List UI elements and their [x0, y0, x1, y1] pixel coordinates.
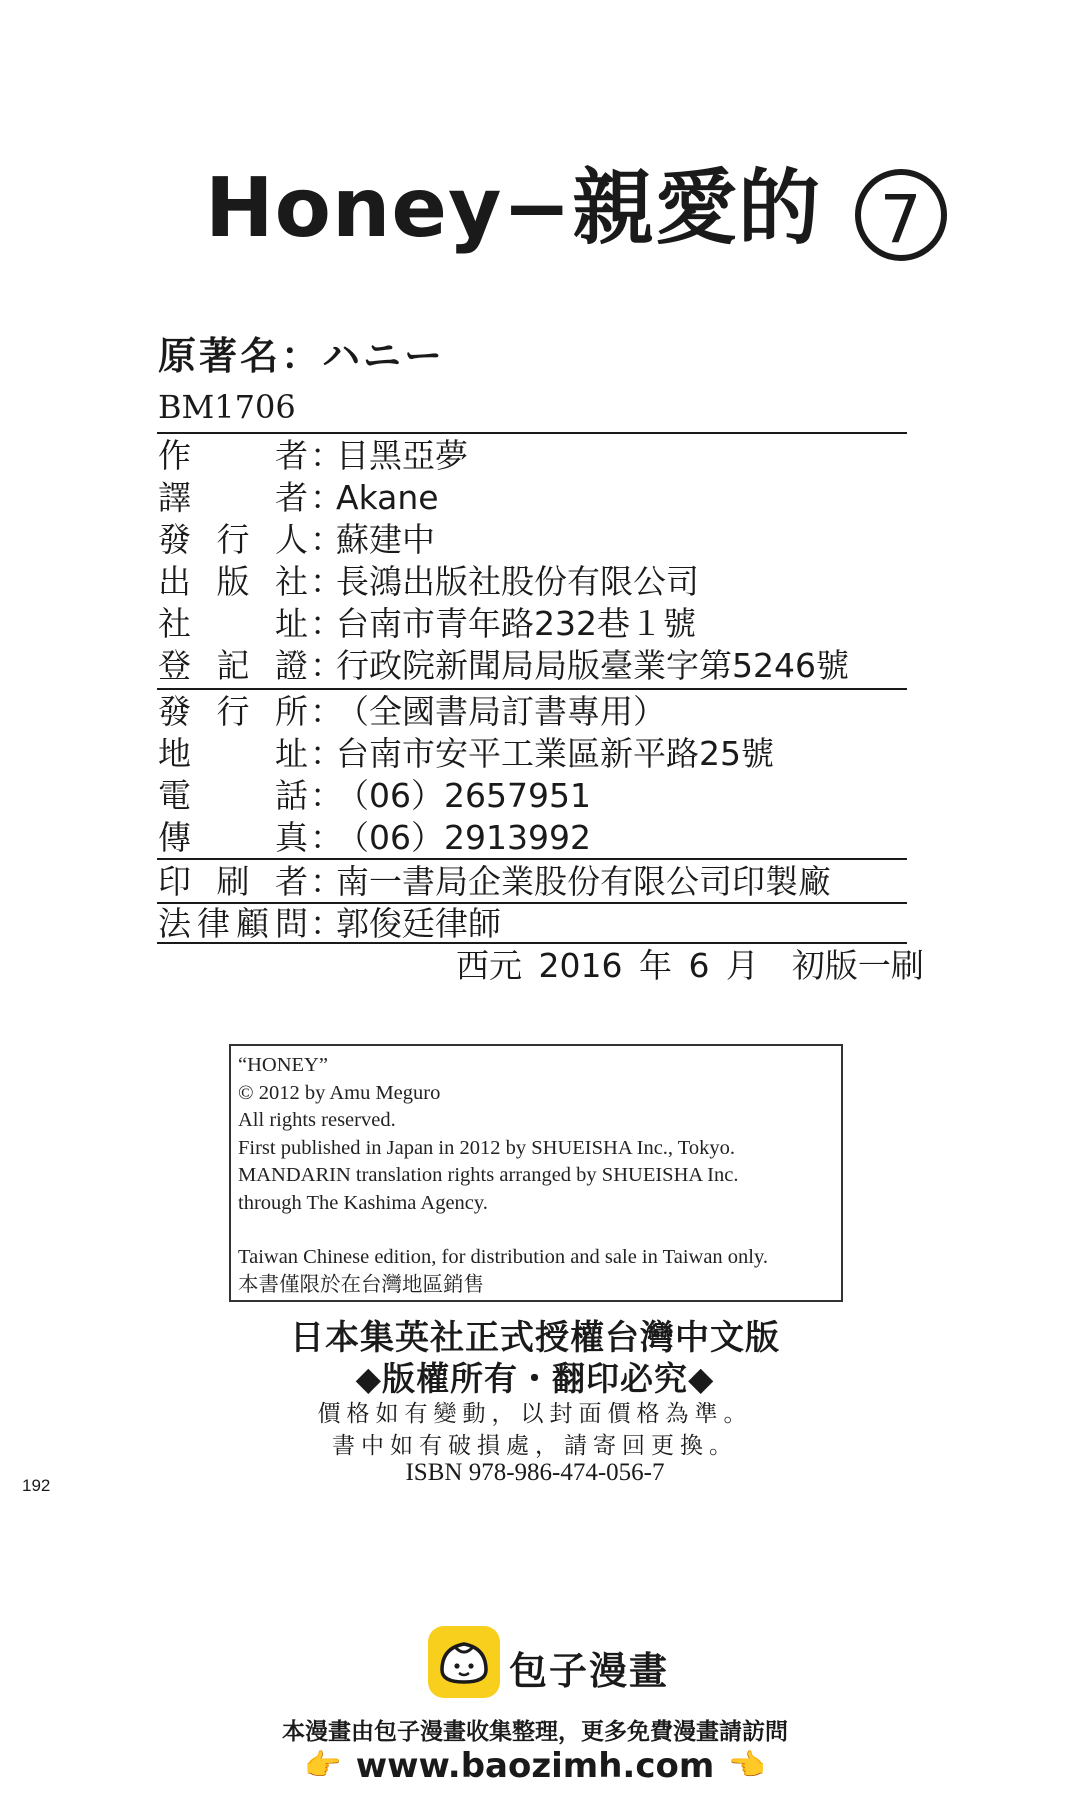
book-title-text: Honey−親愛的	[205, 161, 822, 256]
watermark-site	[0, 1746, 1070, 1786]
watermark-promo: 本漫畫由包子漫畫收集整理，更多免費漫畫請訪問	[282, 1719, 788, 1745]
printer-row: 印刷者：南一書局企業股份有限公司印製廠	[158, 862, 831, 901]
divider	[157, 858, 907, 860]
taiwan-edition-en: Taiwan Chinese edition, for distribution and sale in Taiwan only.	[238, 1246, 769, 1268]
pointing-left-hand-icon: 👈	[728, 1748, 766, 1783]
watermark-url[interactable]: www.baozimh.com	[355, 1746, 715, 1786]
credit-row: 譯者：Akane	[158, 478, 439, 517]
pointing-right-hand-icon: 👉	[304, 1748, 342, 1783]
divider	[157, 432, 907, 434]
divider	[157, 688, 907, 690]
rights-line: MANDARIN translation rights arranged by SHUEISHA Inc.	[238, 1164, 739, 1186]
authorization-statement: 日本集英社正式授權台灣中文版	[290, 1318, 780, 1358]
baozi-logo-icon	[428, 1626, 500, 1698]
distribution-row: 地址：台南市安平工業區新平路25號	[158, 734, 774, 773]
distribution-row: 發行所：（全國書局訂書專用）	[158, 692, 666, 731]
price-notice: 價格如有變動，以封面價格為準。	[317, 1401, 753, 1427]
rights-line: All rights reserved.	[238, 1109, 396, 1131]
credit-row: 社址：台南市青年路232巷１號	[158, 604, 696, 643]
original-title: 原著名：ハニー	[158, 334, 446, 378]
rights-line: © 2012 by Amu Meguro	[238, 1081, 441, 1104]
credit-row: 出版社：長鴻出版社股份有限公司	[158, 562, 699, 601]
damage-notice: 書中如有破損處，請寄回更換。	[332, 1433, 738, 1459]
spacer	[238, 1217, 834, 1244]
credit-row: 登記證：行政院新聞局局版臺業字第5246號	[158, 646, 849, 685]
volume-number: 7	[855, 169, 947, 261]
page-number: 192	[22, 1476, 51, 1495]
book-title	[205, 161, 947, 261]
legal-row: 法律顧問：郭俊廷律師	[158, 904, 501, 943]
distribution-row: 傳真：（06）2913992	[158, 818, 591, 857]
book-code: BM1706	[158, 388, 296, 426]
credit-row: 發行人：蘇建中	[158, 520, 435, 559]
watermark-brand: 包子漫畫	[509, 1649, 670, 1693]
isbn: ISBN 978-986-474-056-7	[405, 1459, 665, 1486]
bun-icon	[428, 1626, 500, 1698]
rights-line: First published in Japan in 2012 by SHUEISHA Inc., Tokyo.	[238, 1136, 736, 1159]
taiwan-edition-zh: 本書僅限於在台灣地區銷售	[238, 1273, 484, 1296]
rights-line: through The Kashima Agency.	[238, 1191, 488, 1214]
copyright-notice: ◆版權所有・翻印必究◆	[355, 1359, 715, 1398]
rights-line: “HONEY”	[238, 1054, 328, 1076]
credit-row: 作者：目黑亞夢	[158, 436, 468, 475]
edition-date: 西元 2016 年 6 月 初版一刷	[456, 946, 924, 985]
distribution-row: 電話：（06）2657951	[158, 776, 591, 815]
rights-box	[229, 1044, 843, 1302]
